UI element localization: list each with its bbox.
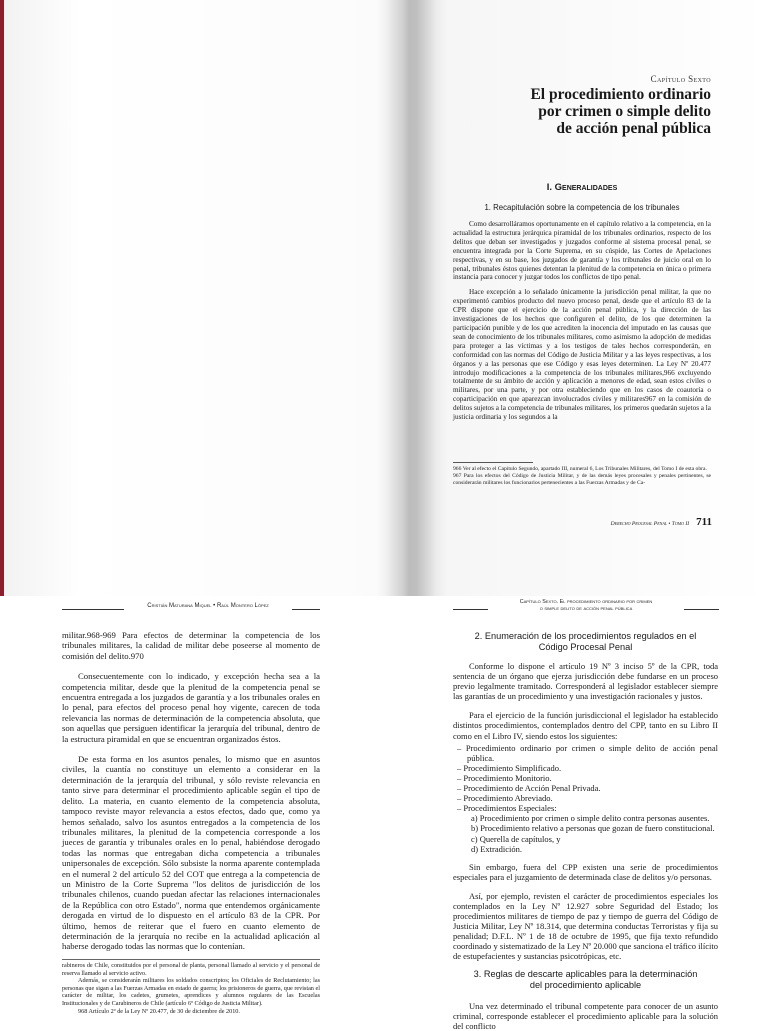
list-item: d) Extradición. [471,843,522,854]
book-gutter-shadow [376,0,436,596]
running-head-rule [453,609,488,610]
subheading: 1. Recapitulación sobre la competencia de los tribunales [484,203,680,212]
footer-text: Derecho Procesal Penal • Tomo II [610,521,690,527]
footnote: 966 Ver al efecto el Capítulo Segundo, apartado III, numeral 6, Los Tribunales Militares, del Tomo I de esta obra. [453,466,707,472]
list-item: b) Procedimiento relativo a personas que gozan de fuero constitucional. [471,823,715,834]
paragraph: Una vez determinado el tribunal competente para conocer de un asunto criminal, corresponde establecer el procedimiento aplicable para la solución del conflicto [453,1001,718,1031]
paragraph: Así, por ejemplo, revisten el carácter de procedimientos especiales los contemplados en la Ley Nº 12.927 sobre Seguridad del Estado; los procedimientos militares de tiempo de paz y tiempo de guerra del Código de Justicia Militar, Ley Nº 18.314, que determina conductas Terroristas y fija su penalidad; D.F.L. Nº 1 de 18 de octubre de 1995, que fija texto refundido coordinado y sistematizado de la Ley Nº 20.000 que sanciona el tráfico ilícito de estupefacientes y sustancias psicotrópicas, etc. [453,890,718,962]
list-item: c) Querella de capítulos, y [471,833,561,844]
list-item: – Procedimiento Abreviado. [457,793,553,804]
footnote: 968 Artículo 2º de la Ley Nº 20.477, de 30 de diciembre de 2010. [78,1007,240,1015]
paragraph: De esta forma en los asuntos penales, lo mismo que en asuntos civiles, la cuantía no constituye un elemento a considerar en la determinación de la jerarquía del tribunal, y sólo reviste relevancia en tanto sirve para determinar el procedimiento aplicable según el tipo de delito. La materia, en cuanto elemento de la competencia absoluta, tampoco reviste mayor relevancia a estos efectos, dado que, como ya hemos señalado, salvo los asuntos entregados a la competencia de los tribunales militares, la plenitud de la competencia corresponde a los jueces de garantía y tribunales orales en lo penal, habiéndose derogado todas las normas que entregaban dicha competencia a tribunales unipersonales de excepción. Sólo subsiste la norma aparente contemplada en el numeral 2 del artículo 52 del COT que entrega a la competencia de un Ministro de la Corte Suprema "los delitos de jurisdicción de los tribunales chilenos, cuando puedan afectar las relaciones internacionales de la República con otro Estado", norma que entendemos orgánicamente derogada en virtud de lo dispuesto en el artículo 83 de la CPR. Por último, hemos de reiterar que el fuero en cuanto elemento de determinación de la jerarquía no recibe en la actualidad aplicación al haberse derogado todas las normas que lo contenían. [62,754,320,952]
list-item: – Procedimiento Simplificado. [457,762,562,773]
bottom-right-body [453,661,718,962]
paragraph: Hace excepción a lo señalado únicamente la jurisdicción penal militar, la que no experimentó cambios producto del nuevo proceso penal, desde que el artículo 83 de la CPR dispone que el ejercicio de la acción penal pública, y la dirección de las investigaciones de los hechos que configuren el delito, de los que determinen la participación punible y de los que acrediten la inocencia del imputado en las causas que sean de conocimiento de los tribunales militares, como asimismo la adopción de medidas para proteger a las víctimas y a los testigos de tales hechos corresponderán, en conformidad con las normas del Código de Justicia Militar y a las leyes respectivas, a los órganos y a las personas que ese Código y esas leyes determinen. La Ley Nº 20.477 introdujo modificaciones a la competencia de los tribunales militares,966 excluyendo totalmente de su ámbito de acción y aplicación a menores de edad, sean estos civiles o militares, por una parte, y por otra estableciendo que en los casos de coautoría o coparticipación en que aparezcan involucrados civiles y militares967 en la comisión de delitos sujetos a la competencia de tribunales militares, los primeros quedarán sujetos a la justicia ordinaria y los segundos a la [453,288,711,422]
special-procedure-list [453,813,718,853]
heading-line: 2. Enumeración de los procedimientos regulados en el [474,631,697,641]
chapter-title-line: de acción penal pública [556,120,711,137]
chapter-title-line: por crimen o simple delito [538,103,711,120]
heading-line: 3. Reglas de descarte aplicables para la determinación [473,969,698,979]
footnote-rule [453,462,533,463]
list-item: – Procedimiento ordinario por crimen o simple delito de acción penal pública. [457,742,718,763]
section-heading: I. Generalidades [546,182,618,193]
footnote: 967 Para los efectos del Código de Justicia Militar, y de las demás leyes procesales y penales pertinentes, se considerarán militares los funcionarios pertenecientes a las Fuerzas Armadas y de Ca- [453,473,711,486]
heading-line: del procedimiento aplicable [529,980,642,990]
footnote: Además, se considerarán militares los soldados conscriptos; los Oficiales de Reclutamiento; las personas que sigan a las Fuerzas Armadas en estado de guerra; los prisioneros de guerra, que revistan el carácter de militar, los cadetes, grumetes, aprendices y alumnos regulares de las Escuelas Institucionales y de Carabineros de Chile (artículo 6º Código de Justicia Militar). [62,977,320,1007]
list-item: a) Procedimiento por crimen o simple delito contra personas ausentes. [471,813,710,824]
running-head [474,599,698,612]
bottom-left-footnotes [62,962,320,1015]
page-footer [560,512,712,530]
heading-3 [453,969,718,991]
paragraph: Conforme lo dispone el artículo 19 Nº 3 inciso 5º de la CPR, toda sentencia de un órgano que ejerza jurisdicción debe fundarse en un proceso previo legalmente tramitado. Corresponderá al legislador establecer siempre las garantías de un procedimiento y una investigación racionales y justos. [453,661,718,702]
top-right-page [453,74,711,529]
paragraph: Para el ejercicio de la función jurisdiccional el legislador ha establecido distintos procedimientos, contemplados dentro del CPP, tanto en su Libro II como en el Libro IV, siendo estos los siguientes: [453,710,718,741]
chapter-title [453,86,711,137]
bottom-left-body [62,630,320,952]
running-head: Cristián Maturana Miquel • Raúl Montero López [147,603,269,609]
bottom-right-closing [453,1001,718,1031]
running-head-line: Capítulo Sexto. El procedimiento ordinario por crimen [519,599,653,605]
running-head-rule-left [62,609,124,610]
paragraph: Sin embargo, fuera del CPP existen una serie de procedimientos especiales para el juzgamiento de determinada clase de delitos y/o personas. [453,861,718,882]
procedure-list [453,743,718,814]
running-head-rule-right [292,609,320,610]
heading-line: Código Procesal Penal [538,642,633,652]
paragraph: Como desarrolláramos oportunamente en el capítulo relativo a la competencia, en la actualidad la estructura jerárquica piramidal de los tribunales ordinarios, respecto de los delitos que deban ser investigados y juzgados conforme al sistema procesal penal, se encuentra integrada por la Corte Suprema, en su cúspide, las Cortes de Apelaciones respectivas, y en su base, los juzgados de garantía y los tribunales de juicio oral en lo penal, tribunales éstos quienes detentan la plenitud de la competencia en única o primera instancia para conocer y juzgar todos los conflictos de tipo penal. [453,220,711,282]
list-item: – Procedimiento de Acción Penal Privada. [457,783,601,794]
chapter-label: Capítulo Sexto [650,74,711,84]
list-item: – Procedimientos Especiales: [457,803,557,814]
body-text [453,220,711,422]
top-right-footnotes [453,466,711,487]
footnote-rule [62,959,320,960]
paragraph: Consecuentemente con lo indicado, y excepción hecha sea a la competencia militar, desde que la plenitud de la competencia penal se encuentra entregada a los juzgados de garantía y a los tribunales orales en lo penal, para efectos del proceso penal hoy vigente, carecen de toda relevancia las normas de determinación de la competencia absoluta, que son aquellas que persiguen identificar la jerarquía del tribunal, dentro de la estructura piramidal en que se encuentran organizados éstos. [62,671,320,744]
running-head-rule [684,609,719,610]
footnote: rabineros de Chile, constituidos por el personal de planta, personal llamado al servicio y el personal de reserva llamado al servicio activo. [62,962,320,977]
running-head-line: o simple delito de acción penal pública [539,605,633,612]
page-number: 711 [696,516,712,528]
paragraph: militar.968-969 Para efectos de determinar la competencia de los tribunales militares, la calidad de militar debe poseerse al momento de comisión del delito.970 [62,630,320,661]
chapter-title-line: El procedimiento ordinario [530,86,711,103]
heading-2 [453,631,718,653]
list-item: – Procedimiento Monitorio. [457,772,552,783]
